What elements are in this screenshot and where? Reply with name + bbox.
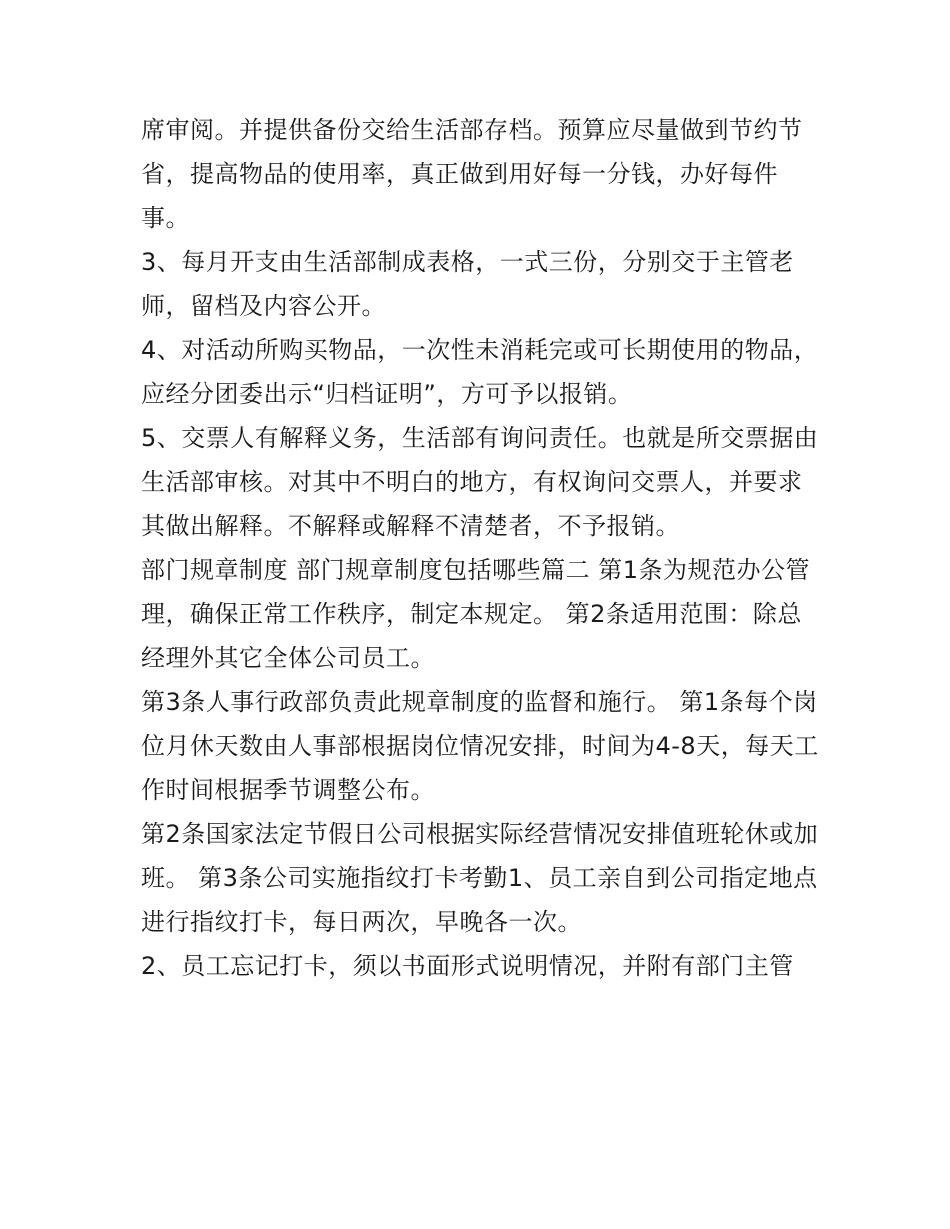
paragraph-hr-supervision: 第3条人事行政部负责此规章制度的监督和施行。 第1条每个岗位月休天数由人事部根据岗位情况安排，时间为4-8天，每天工作时间根据季节调整公布。 (141, 688, 819, 804)
paragraph-holidays-attendance: 第2条国家法定节假日公司根据实际经营情况安排值班轮休或加班。 第3条公司实施指纹打卡考勤1、员工亲自到公司指定地点进行指纹打卡，每日两次，早晚各一次。 (141, 820, 819, 936)
paragraph-budget-review: 席审阅。并提供备份交给生活部存档。预算应尽量做到节约节省，提高物品的使用率，真正做到用好每一分钱，办好每件事。 (141, 116, 803, 232)
paragraph-receipt-explanation: 5、交票人有解释义务，生活部有询问责任。也就是所交票据由生活部审核。对其中不明白的地方，有权询问交票人，并要求其做出解释。不解释或解释不清楚者，不予报销。 (141, 424, 819, 540)
paragraph-rules-scope: 部门规章制度 部门规章制度包括哪些篇二 第1条为规范办公管理，确保正常工作秩序，制定本规定。 第2条适用范围：除总经理外其它全体公司员工。 (141, 556, 811, 672)
document-body (141, 108, 821, 988)
paragraph-forgot-punch: 2、员工忘记打卡，须以书面形式说明情况，并附有部门主管 (141, 952, 794, 980)
paragraph-purchased-items: 4、对活动所购买物品，一次性未消耗完或可长期使用的物品，应经分团委出示“归档证明”，方可予以报销。 (141, 336, 819, 408)
paragraph-monthly-expense: 3、每月开支由生活部制成表格，一式三份，分别交于主管老师，留档及内容公开。 (141, 248, 794, 320)
